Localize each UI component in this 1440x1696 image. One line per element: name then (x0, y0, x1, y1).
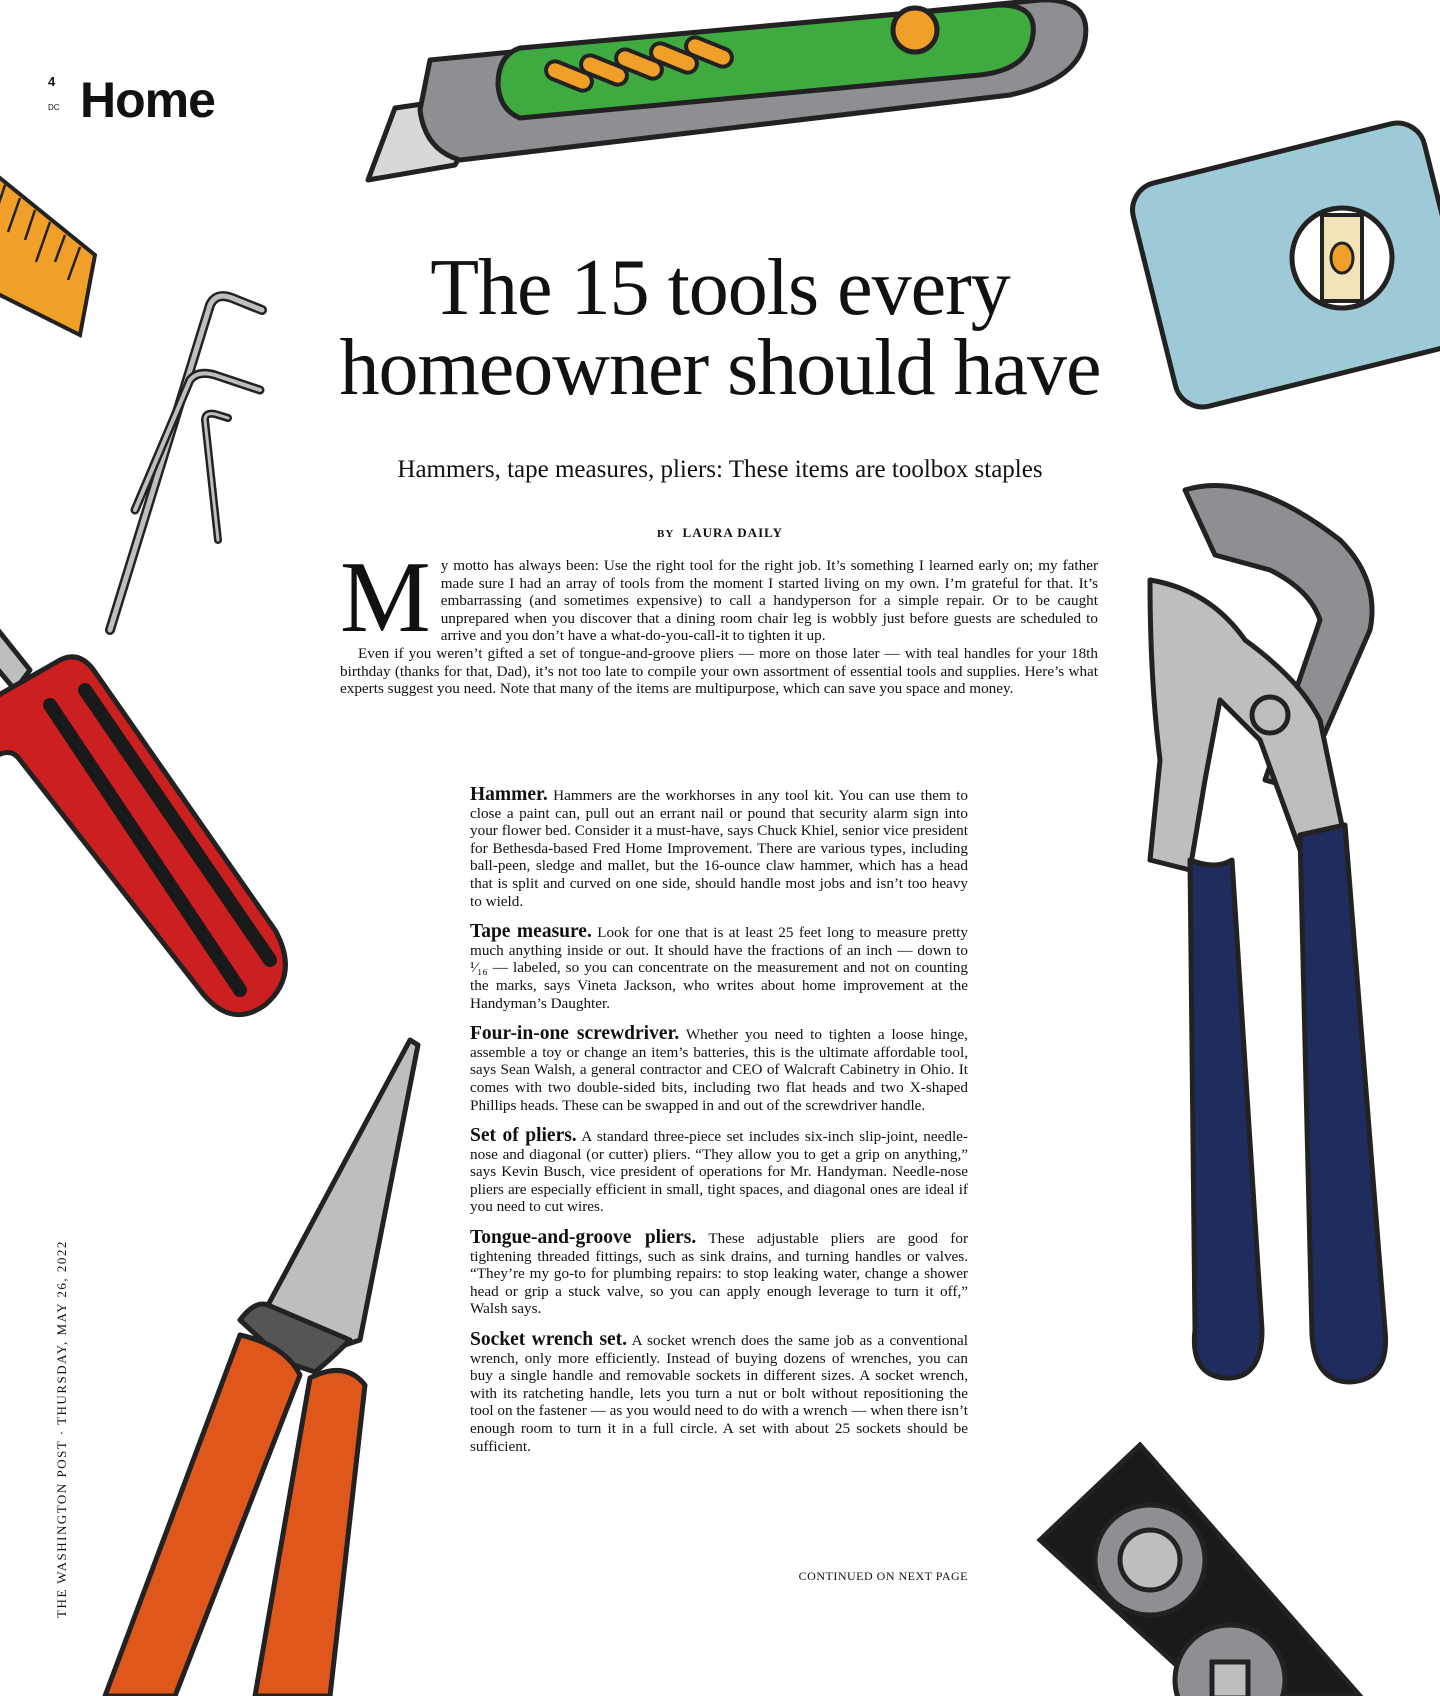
intro-paragraph-2: Even if you weren’t gifted a set of tongue-and-groove pliers — more on those later — with teal handles for your 18th birthday (thanks for that, Dad), it’s not too late to compile your own assortment of essential tools and supplies. Here’s what experts suggest you need. Note that many of the items are multipurpose, which can save you space and money. (340, 644, 1098, 698)
item-title: Tape measure. (470, 921, 592, 943)
folio: THE WASHINGTON POST · THURSDAY, MAY 26, 2022 (54, 1240, 69, 1618)
tool-list (470, 786, 968, 1468)
socket-wrench-icon (1040, 1445, 1360, 1696)
list-item (470, 1229, 968, 1318)
drop-cap: M (340, 541, 431, 654)
item-text: A standard three-piece set includes six-inch slip-joint, needle-nose and diagonal (or cutter) pliers. “They allow you to get a grip on anything,” says Kevin Busch, vice president of operations for Mr. Handyman. Needle-nose pliers are especially efficient in small, tight spaces, and diagonal ones are ideal if you need to cut wires. (470, 1128, 968, 1216)
intro (340, 541, 1098, 698)
item-text: Whether you need to tighten a loose hinge, assemble a toy or change an item’s batteries, this is the ultimate affordable tool, says Sean Walsh, a general contractor and CEO of Walcraft Cabinetry in Ohio. It comes with two double-sided bits, including two flat heads and two X-shaped Phillips heads. These can be swapped in and out of the screwdriver handle. (470, 1026, 968, 1114)
tongue-and-groove-pliers-icon (1150, 486, 1386, 1382)
hex-keys-icon (110, 296, 262, 630)
headline-line-1: The 15 tools every (430, 244, 1010, 332)
item-text: Hammers are the workhorses in any tool kit. You can use them to close a paint can, pull out an errant nail or pound that security alarm sign into your flower bed. Consider it a must-have, says Chuck Khiel, senior vice president for Bethesda-based Fred Home Improvement. There are various types, including ball-peen, sledge and mallet, but the 16-ounce claw hammer, which has a head that is split and curved on one side, should handle most jobs and isn’t too heavy to wield. (470, 787, 968, 910)
item-title: Socket wrench set. (470, 1329, 628, 1351)
edition-label: DC (48, 103, 60, 112)
byline-prefix: BY (657, 528, 675, 540)
intro-paragraph-1 (340, 541, 1098, 654)
list-item (470, 786, 968, 910)
list-item (470, 1127, 968, 1216)
item-title: Hammer. (470, 784, 548, 805)
list-item (470, 923, 968, 1012)
headline-line-2: homeowner should have (339, 324, 1101, 412)
item-title: Set of pliers. (470, 1125, 577, 1147)
screwdriver-icon (0, 620, 285, 1015)
section-title: Home (80, 72, 215, 128)
continued-label: CONTINUED ON NEXT PAGE (798, 1569, 968, 1583)
list-item (470, 1025, 968, 1114)
level-icon (1127, 117, 1440, 413)
needle-nose-pliers-icon (105, 1040, 418, 1696)
headline (300, 244, 1140, 412)
item-text: These adjustable pliers are good for tightening threaded fittings, such as sink drains, and turning handles or valves. “They’re my go-to for plumbing repairs: to stop leaking water, change a shower head or grip a stuck valve, so you can apply enough leverage to turn it off,” Walsh says. (470, 1230, 968, 1318)
page-number: 4 (48, 74, 56, 89)
utility-knife-icon (368, 0, 1086, 180)
byline-author: LAURA DAILY (682, 525, 783, 540)
item-title: Tongue-and-groove pliers. (470, 1227, 697, 1249)
intro-paragraph-1-text: y motto has always been: Use the right tool for the right job. It’s something I learned early on; my father made sure I had an array of tools from the moment I started living on my own. I’m grateful for that. It’s embarrassing (and sometimes expensive) to call a handyperson for a simple repair. Or to be caught unprepared when you discover that a dining room chair leg is wobbly just before guests are scheduled to arrive and you don’t have a what-do-you-call-it to tighten it up. (440, 557, 1098, 645)
item-text: Look for one that is at least 25 feet long to measure pretty much anything inside or out. It should have the fractions of an inch — down to ¹⁄₁₆ — labeled, so you can concentrate on the measurement and not on counting the marks, says Vineta Jackson, who writes about home improvement at the Handyman’s Daughter. (470, 924, 968, 1012)
item-text: A socket wrench does the same job as a conventional wrench, only more efficiently. Instead of buying dozens of wrenches, you can buy a single handle and removable sockets in different sizes. A socket wrench, with its ratcheting handle, lets you turn a nut or bolt without repositioning the tool on the fastener — as you would need to do with a wrench — when there isn’t enough room to turn it in a full circle. A set with about 25 sockets should be sufficient. (470, 1332, 968, 1455)
byline (500, 525, 940, 541)
item-title: Four-in-one screwdriver. (470, 1023, 680, 1045)
dek: Hammers, tape measures, pliers: These items are toolbox staples (397, 456, 1043, 483)
list-item (470, 1331, 968, 1455)
tape-measure-strip-icon (0, 170, 95, 335)
